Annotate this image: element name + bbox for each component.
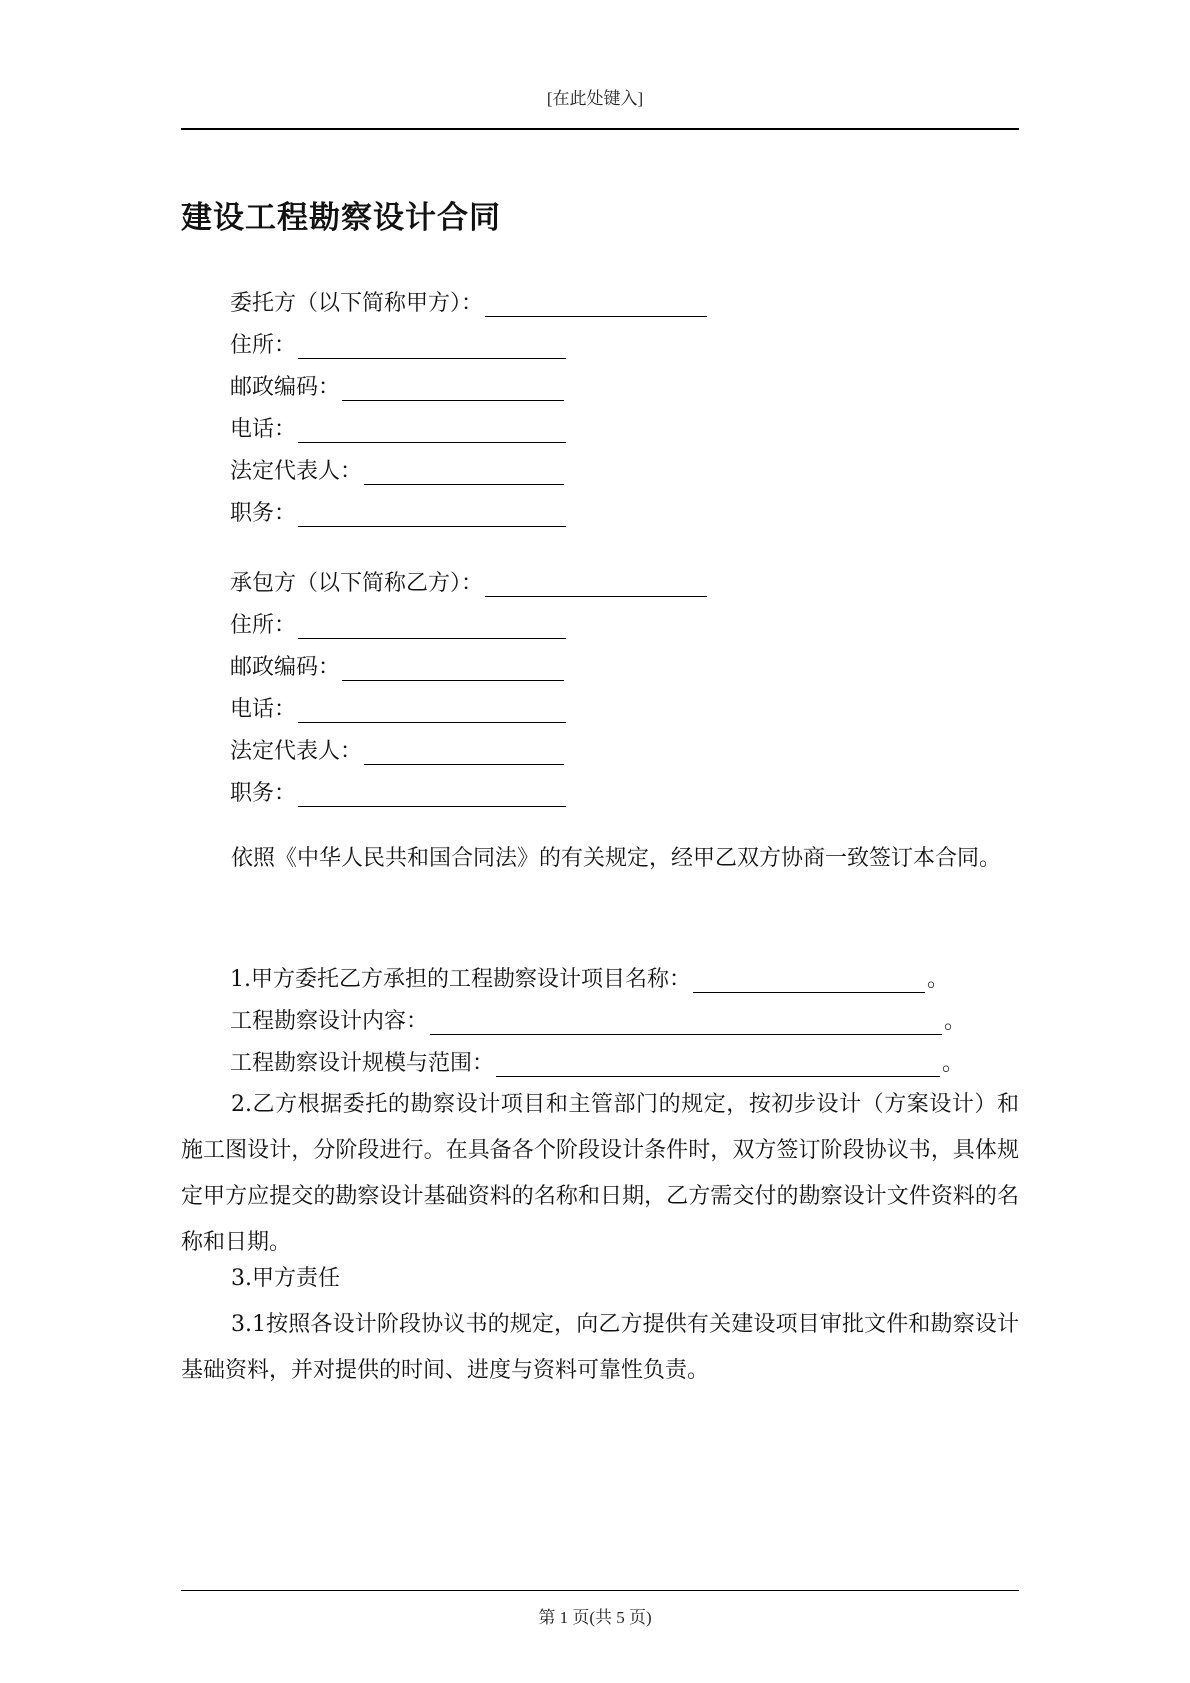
party-b-legal-rep-label: 法定代表人： (230, 739, 363, 764)
clause-3-heading: 3.甲方责任 (231, 1266, 340, 1291)
clause-1-scale (230, 1046, 964, 1077)
party-b-legal-rep-blank[interactable] (364, 742, 564, 765)
party-b-name-label: 承包方（以下简称乙方）： (230, 571, 484, 596)
party-a-address-field (230, 328, 566, 359)
content-blank[interactable] (430, 1012, 942, 1035)
party-b-address-label: 住所： (230, 613, 297, 638)
clause-1-label: 1.甲方委托乙方承担的工程勘察设计项目名称： (230, 967, 691, 992)
party-b-postcode-field (230, 650, 564, 681)
party-a-name-field (230, 286, 707, 317)
page-number: 第 1 页(共 5 页) (538, 1608, 652, 1627)
party-b-position-label: 职务： (230, 781, 297, 806)
party-a-phone-field (230, 412, 566, 443)
clause-1-project-name (230, 962, 949, 993)
party-a-position-blank[interactable] (298, 504, 566, 527)
clause-2-paragraph: 2.乙方根据委托的勘察设计项目和主管部门的规定，按初步设计（方案设计）和施工图设计，分阶段进行。在具备各个阶段设计条件时，双方签订阶段协议书，具体规定甲方应提交的勘察设计基础资料的名称和日期，乙方需交付的勘察设计文件资料的名称和日期。 (181, 1092, 1019, 1255)
party-a-postcode-blank[interactable] (342, 378, 564, 401)
content-end: 。 (944, 1009, 967, 1034)
party-a-name-blank[interactable] (485, 294, 707, 317)
footer-divider (181, 1590, 1019, 1591)
party-a-postcode-label: 邮政编码： (230, 375, 341, 400)
party-b-phone-blank[interactable] (298, 700, 566, 723)
party-a-address-label: 住所： (230, 333, 297, 358)
project-name-blank[interactable] (693, 970, 925, 993)
party-b-legal-rep-field (230, 734, 564, 765)
party-a-address-blank[interactable] (298, 336, 566, 359)
party-a-legal-rep-label: 法定代表人： (230, 459, 363, 484)
scale-end: 。 (942, 1051, 965, 1076)
party-b-address-blank[interactable] (298, 616, 566, 639)
party-b-address-field (230, 608, 566, 639)
header-divider (181, 128, 1019, 130)
intro-paragraph: 依照《中华人民共和国合同法》的有关规定，经甲乙双方协商一致签订本合同。 (231, 846, 1002, 871)
party-a-postcode-field (230, 370, 564, 401)
party-a-phone-label: 电话： (230, 417, 297, 442)
document-title: 建设工程勘察设计合同 (181, 200, 501, 236)
party-b-name-field (230, 566, 707, 597)
party-b-postcode-blank[interactable] (342, 658, 564, 681)
party-a-name-label: 委托方（以下简称甲方）： (230, 291, 484, 316)
party-b-position-blank[interactable] (298, 784, 566, 807)
party-b-name-blank[interactable] (485, 574, 707, 597)
party-a-phone-blank[interactable] (298, 420, 566, 443)
clause-3-1-paragraph: 3.1按照各设计阶段协议书的规定，向乙方提供有关建设项目审批文件和勘察设计基础资料，并对提供的时间、进度与资料可靠性负责。 (181, 1312, 1019, 1383)
party-b-phone-field (230, 692, 566, 723)
scale-blank[interactable] (496, 1054, 940, 1077)
party-a-legal-rep-blank[interactable] (364, 462, 564, 485)
page-header: [在此处键入] (546, 89, 644, 108)
party-a-position-label: 职务： (230, 501, 297, 526)
party-a-position-field (230, 496, 566, 527)
party-b-postcode-label: 邮政编码： (230, 655, 341, 680)
party-b-phone-label: 电话： (230, 697, 297, 722)
party-b-position-field (230, 776, 566, 807)
content-label: 工程勘察设计内容： (230, 1009, 429, 1034)
scale-label: 工程勘察设计规模与范围： (230, 1051, 495, 1076)
clause-1-end: 。 (927, 967, 950, 992)
party-a-legal-rep-field (230, 454, 564, 485)
clause-1-content (230, 1004, 966, 1035)
